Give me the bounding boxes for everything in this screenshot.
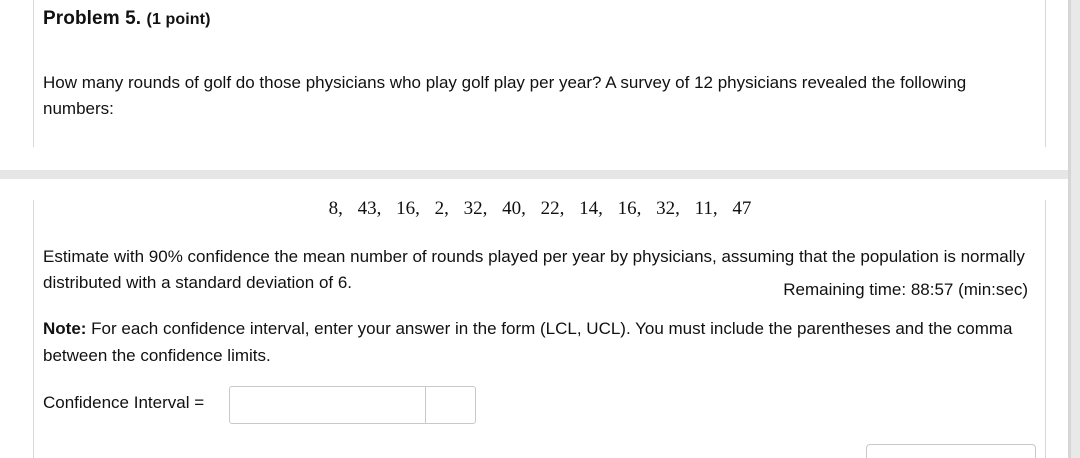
confidence-interval-input[interactable] (230, 387, 425, 423)
problem-heading (43, 8, 211, 30)
data-value: 43, (357, 198, 382, 219)
section-separator (0, 170, 1068, 179)
data-value: 22, (540, 198, 565, 219)
problem-title: Problem 5. (43, 8, 142, 29)
data-value: 11, (694, 198, 718, 219)
data-value: 14, (579, 198, 603, 219)
estimate-instructions: Estimate with 90% confidence the mean number of rounds played per year by physicians, assuming that the population is normally distributed with a standard deviation of 6. (43, 247, 1025, 292)
data-values (0, 198, 1080, 220)
confidence-interval-label: Confidence Interval = (43, 393, 205, 412)
data-value: 40, (502, 198, 526, 219)
answer-preview-box (426, 387, 475, 423)
note-text (43, 315, 1043, 369)
data-value: 32, (656, 198, 680, 219)
data-value: 47 (732, 198, 752, 219)
confidence-interval-field (229, 386, 476, 424)
submit-button[interactable] (866, 444, 1036, 458)
data-value: 16, (617, 198, 642, 219)
scrollbar[interactable] (1068, 0, 1080, 458)
question-text: How many rounds of golf do those physicians who play golf play per year? A survey of 12 physicians revealed the following numbers: (43, 73, 967, 118)
data-value: 2, (434, 198, 449, 219)
data-value: 16, (396, 198, 420, 219)
problem-points: (1 point) (146, 11, 211, 28)
data-value: 8, (328, 198, 343, 219)
note-body: For each confidence interval, enter your answer in the form (LCL, UCL). You must include the parentheses and the comma between the confidence limits. (43, 319, 1013, 365)
remaining-time: Remaining time: 88:57 (min:sec) (783, 280, 1028, 299)
note-label: Note: (43, 319, 87, 338)
data-value: 32, (463, 198, 488, 219)
